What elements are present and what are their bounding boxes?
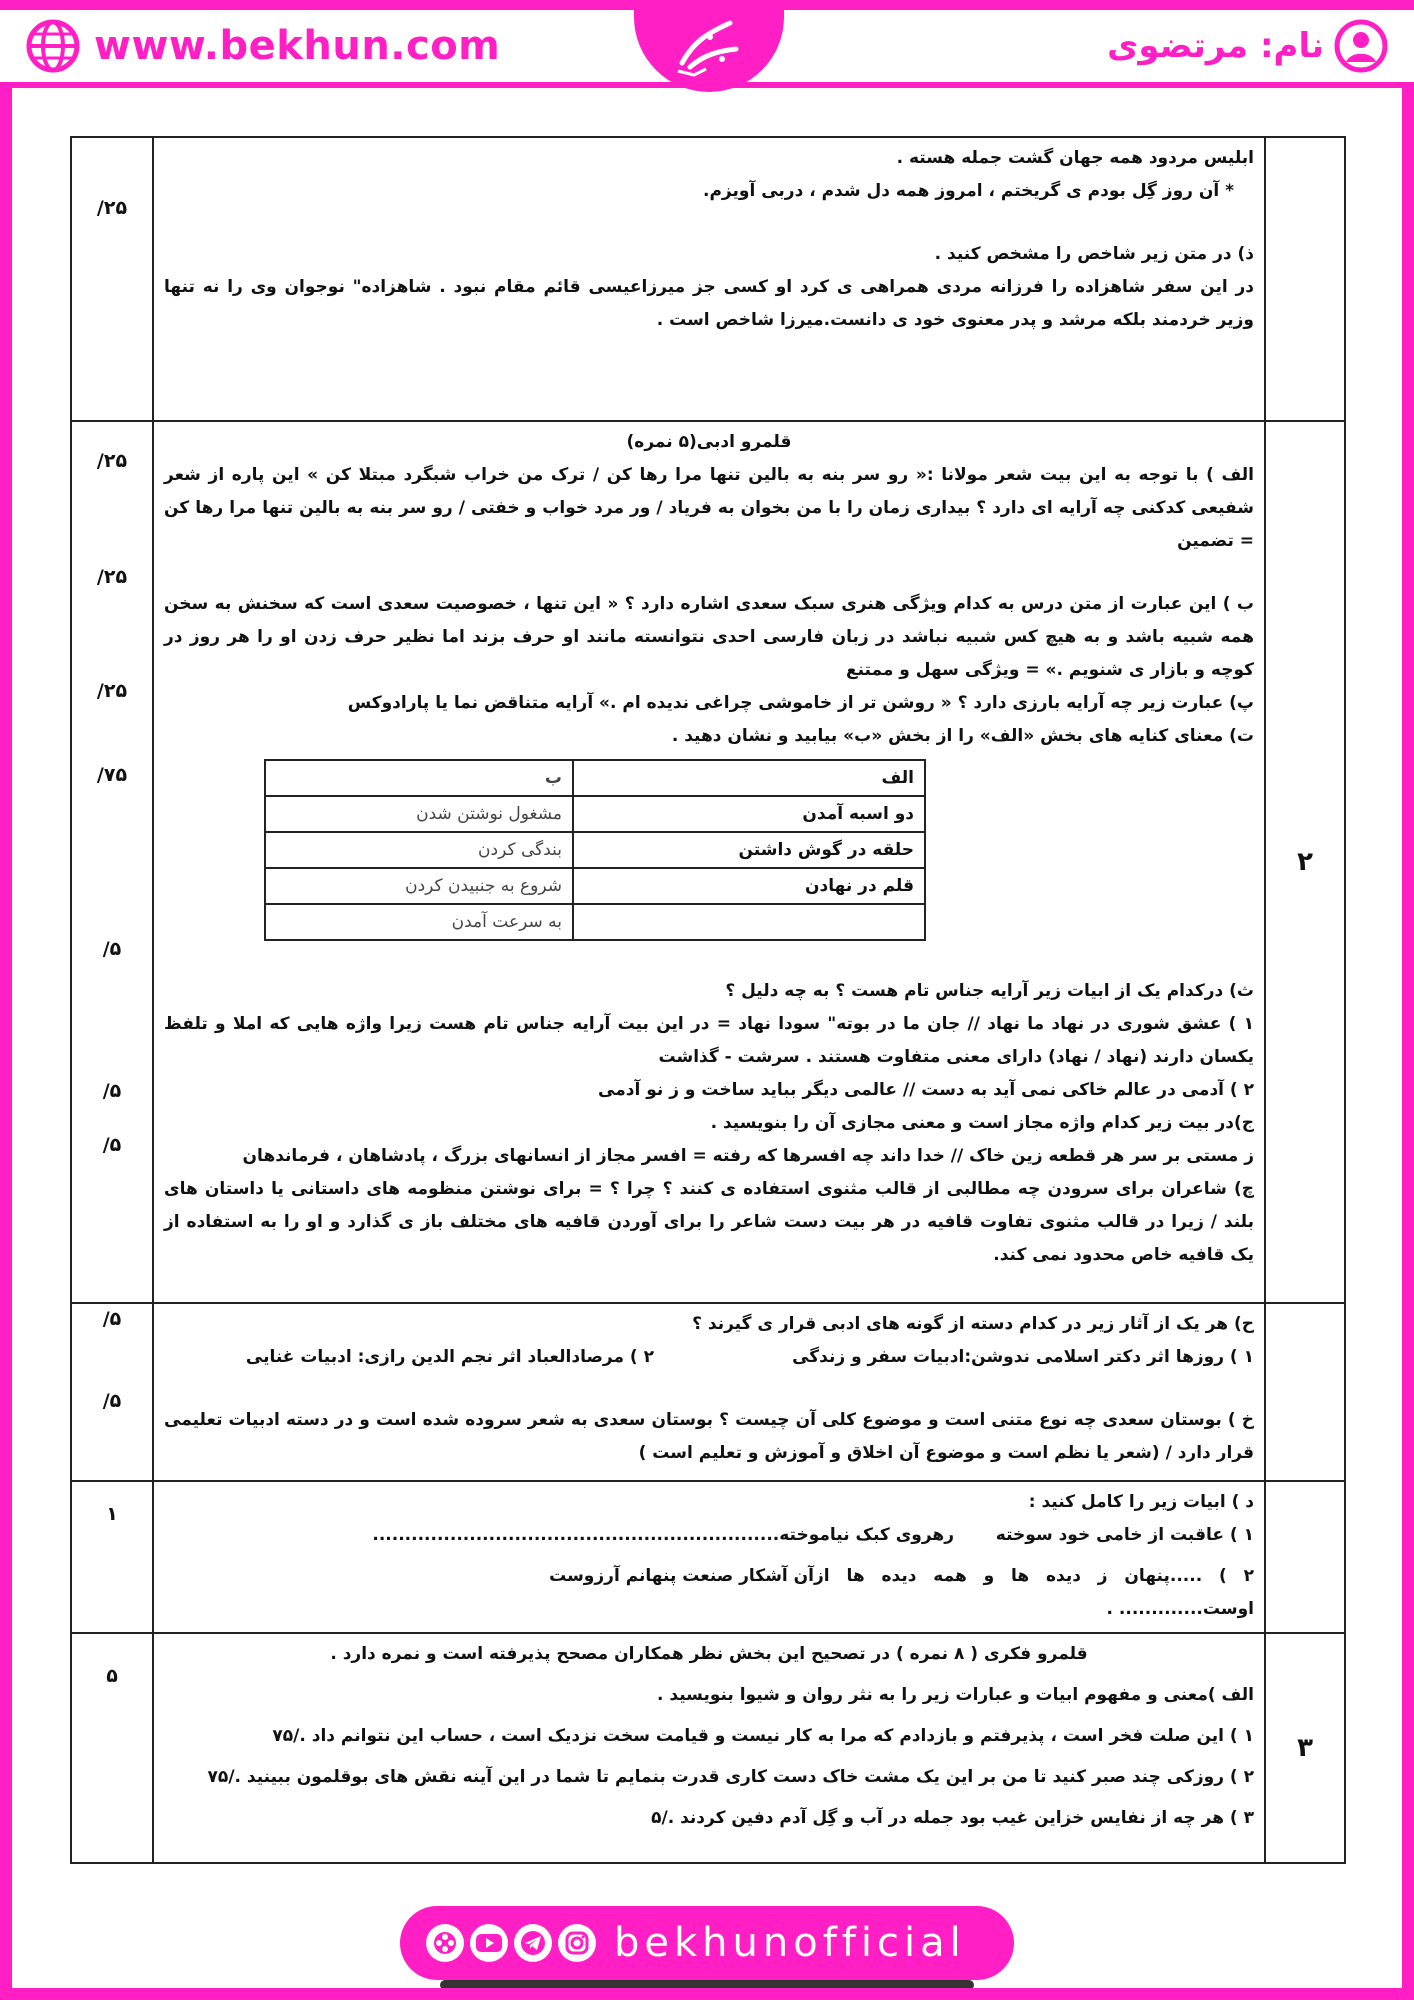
question-khe: خ ) بوستان سعدی چه نوع متنی است و موضوع کلی آن چیست ؟ بوستان سعدی به شعر سروده شده است و در دسته ادبیات تعلیمی قرار دارد / (شعر یا نظم است و موضوع آن اخلاق و آموزش و تعلیم است ) bbox=[164, 1410, 1254, 1463]
instagram-icon[interactable] bbox=[558, 1924, 596, 1962]
score-cell bbox=[71, 421, 153, 1303]
question-se: ث) درکدام یک از ابیات زیر آرایه جناس تام هست ؟ به چه دلیل ؟ bbox=[725, 981, 1254, 1001]
score-cell bbox=[71, 1633, 153, 1863]
question-body-cell bbox=[153, 1633, 1265, 1863]
question-item: ۳ ) هر چه از نفایس خزاین غیب بود جمله در آب و گِل آدم دفین کردند ./۵ bbox=[651, 1808, 1254, 1828]
score-value: /۲۵ bbox=[96, 197, 128, 219]
answer-item: ۱ ) روزها اثر دکتر اسلامی ندوشن:ادبیات سفر و زندگی bbox=[792, 1347, 1254, 1367]
question-body-cell bbox=[153, 1481, 1265, 1633]
website-text: www.bekhun.com bbox=[94, 23, 501, 69]
question-se-item: ۱ ) عشق شوری در نهاد ما نهاد // جان ما در بوته" سودا نهاد = در این بیت آرایه جناس تام هست زیرا واژه هایی که املا و تلفظ یکسان دارند (نهاد / نهاد) دارای معنی متفاوت هستند . سرشت - گذاشت bbox=[164, 1014, 1254, 1067]
matching-meaning: مشغول نوشتن شدن bbox=[265, 796, 573, 832]
matching-header-be: ب bbox=[265, 760, 573, 796]
question-number-cell bbox=[1265, 1303, 1345, 1481]
social-handle: bekhunofficial bbox=[614, 1920, 966, 1966]
verse-first-half: ۱ ) عاقبت از خامی خود سوخته bbox=[995, 1525, 1254, 1545]
score-value: ۵ bbox=[106, 1665, 118, 1687]
score-value: /۲۵ bbox=[96, 566, 128, 588]
bekhun-logo bbox=[634, 0, 784, 92]
question-che: چ) شاعران برای سرودن چه مطالبی از قالب مثنوی استفاده ی کنند ؟ چرا ؟ = برای نوشتن منظومه های داستانی یا داستان های بلند / زیرا در قالب مثنوی تفاوت قافیه در هر بیت دست شاعر را برای آوردن قافیه های مختلف باز ی گذارد و او را به استفاده از یک قافیه خاص محدود نمی کند. bbox=[164, 1179, 1254, 1265]
question-item: ۲ ) روزکی چند صبر کنید تا من بر این یک مشت خاک دست کاری قدرت بنمایم تا شما در این آینه نقش های بوقلمون ببینید ./۷۵ bbox=[207, 1767, 1254, 1787]
user-icon bbox=[1334, 19, 1388, 73]
question-he: ح) هر یک از آثار زیر در کدام دسته از گونه های ادبی قرار ی گیرند ؟ bbox=[692, 1314, 1254, 1334]
score-cell bbox=[71, 1481, 153, 1633]
table-row bbox=[71, 421, 1345, 1303]
question-item: ۱ ) این صلت فخر است ، پذیرفتم و بازدادم که مرا به کار نیست و قیامت سخت نزدیک است ، حساب این نتوانم داد ./۷۵ bbox=[272, 1726, 1254, 1746]
answer-item: ۲ ) مرصادالعباد اثر نجم الدین رازی: ادبیات غنایی bbox=[245, 1347, 654, 1367]
website-link[interactable] bbox=[26, 18, 500, 74]
question-body-cell bbox=[153, 1303, 1265, 1481]
text-line: ابلیس مردود همه جهان گشت جمله هسته . bbox=[896, 148, 1254, 168]
question-be: ب ) این عبارت از متن درس به کدام ویژگی هنری سبک سعدی اشاره دارد ؟ « این تنها ، خصوصیت سعدی است که سخنش به سخن همه شبیه باشد و به هیچ کس شبیه نباشد در زبان فارسی احدی نتوانسته مانند او حرف بزند اما نظیر حرف زدن او را هر روز در کوچه و بازار ی شنویم .» = ویژگی سهل و ممتنع bbox=[164, 594, 1254, 680]
section-title: قلمرو فکری ( ۸ نمره ) در تصحیح این بخش نظر همکاران مصحح پذیرفته است و نمره دارد . bbox=[330, 1644, 1088, 1664]
question-alef: الف ) با توجه به این بیت شعر مولانا :« رو سر بنه به بالین تنها مرا رها کن / ترک من خراب شبگرد مبتلا کن » این پاره از شعر شفیعی کدکنی چه آرایه ای دارد ؟ بیداری زمان را با من بخوان به فریاد / ور مرد خواب و خفتی / رو سر بنه به بالین تنها مرا رها کن = تضمین bbox=[164, 465, 1254, 551]
question-number: ۲ bbox=[1297, 847, 1313, 877]
logo-mark-icon bbox=[664, 11, 754, 81]
matching-term: قلم در نهادن bbox=[573, 868, 925, 904]
question-body-cell bbox=[153, 137, 1265, 421]
question-number-cell bbox=[1265, 1481, 1345, 1633]
social-icons bbox=[426, 1924, 596, 1962]
question-pe: پ) عبارت زیر چه آرایه بارزی دارد ؟ « روشن تر از خاموشی چراغی ندیده ام .» آرایه متناقض نما یا پارادوکس bbox=[347, 693, 1254, 713]
youtube-icon[interactable] bbox=[470, 1924, 508, 1962]
telegram-icon[interactable] bbox=[514, 1924, 552, 1962]
question-jim: ج)در بیت زیر کدام واژه مجاز است و معنی مجازی آن را بنویسید . bbox=[710, 1113, 1254, 1133]
student-name bbox=[1107, 18, 1388, 74]
verse-row bbox=[164, 1519, 1254, 1552]
name-label: نام: مرتضوی bbox=[1107, 26, 1324, 66]
table-row bbox=[71, 1481, 1345, 1633]
question-number: ۳ bbox=[1297, 1733, 1313, 1763]
score-value: /۵ bbox=[102, 1390, 122, 1412]
question-alef: الف )معنی و مفهوم ابیات و عبارات زیر را به نثر روان و شیوا بنویسید . bbox=[657, 1685, 1254, 1705]
verse-second-half: آن آشکار صنعت پنهانم آرزوست bbox=[549, 1566, 814, 1586]
header-bar bbox=[0, 0, 1414, 88]
verse-row bbox=[164, 1560, 1254, 1626]
table-row bbox=[71, 137, 1345, 421]
matching-meaning: شروع به جنبیدن کردن bbox=[265, 868, 573, 904]
answer-row bbox=[164, 1341, 1254, 1374]
question-jim-item: ز مستی بر سر هر قطعه زین خاک // خدا داند چه افسرها که رفته = افسر مجاز از انسانهای بزرگ ، پادشاهان ، فرماندهان bbox=[242, 1146, 1254, 1166]
globe-icon bbox=[26, 19, 80, 73]
table-row bbox=[71, 1633, 1345, 1863]
question-dal: د ) ابیات زیر را کامل کنید : bbox=[1028, 1492, 1254, 1512]
matching-term: حلقه در گوش داشتن bbox=[573, 832, 925, 868]
section-title: قلمرو ادبی(۵ نمره) bbox=[626, 432, 792, 452]
social-footer[interactable] bbox=[400, 1906, 1014, 1980]
matching-header-alef: الف bbox=[573, 760, 925, 796]
score-cell bbox=[71, 1303, 153, 1481]
matching-row bbox=[265, 796, 925, 832]
verse-first-half: ۲ ) .....پنهان ز دیده ها و همه دیده ها از اوست............. . bbox=[814, 1566, 1254, 1619]
question-heading: ذ) در متن زیر شاخص را مشخص کنید . bbox=[934, 244, 1254, 264]
matching-meaning: بندگی کردن bbox=[265, 832, 573, 868]
matching-row bbox=[265, 904, 925, 940]
exam-table bbox=[70, 136, 1346, 1864]
matching-term: دو اسبه آمدن bbox=[573, 796, 925, 832]
question-text: در این سفر شاهزاده را فرزانه مردی همراهی ی کرد او کسی جز میرزاعیسی قائم مقام نبود . شاهزاده" نوجوان وی را نه تنها وزیر خردمند بلکه مرشد و پدر معنوی خود ی دانست.میرزا شاخص است . bbox=[164, 277, 1254, 330]
question-se-item: ۲ ) آدمی در عالم خاکی نمی آید به دست // عالمی دیگر بباید ساخت و ز نو آدمی bbox=[598, 1080, 1254, 1100]
score-value: ۱ bbox=[106, 1503, 118, 1525]
score-value: /۲۵ bbox=[96, 680, 128, 702]
matching-table bbox=[264, 759, 926, 941]
text-line: * آن روز گِل بودم ی گریختم ، امروز همه دل شدم ، دربی آویزم. bbox=[703, 181, 1234, 201]
matching-meaning: به سرعت آمدن bbox=[265, 904, 573, 940]
score-value: /۲۵ bbox=[96, 450, 128, 472]
question-number-cell bbox=[1265, 421, 1345, 1303]
score-value: /۵ bbox=[102, 1308, 122, 1330]
question-number-cell bbox=[1265, 1633, 1345, 1863]
exam-sheet bbox=[70, 136, 1346, 1844]
footer-accent-bar bbox=[0, 1988, 1414, 2000]
score-value: /۵ bbox=[102, 938, 122, 960]
question-body-cell bbox=[153, 421, 1265, 1303]
aparat-icon[interactable] bbox=[426, 1924, 464, 1962]
matching-row bbox=[265, 832, 925, 868]
question-te: ت) معنای کنایه های بخش «الف» را از بخش «ب» بیابید و نشان دهید . bbox=[671, 726, 1254, 746]
matching-row bbox=[265, 868, 925, 904]
score-value: /۷۵ bbox=[96, 764, 128, 786]
verse-second-half: رهروی کبک نیاموخته............................................................... bbox=[372, 1525, 954, 1545]
score-cell bbox=[71, 137, 153, 421]
score-value: /۵ bbox=[102, 1080, 122, 1102]
matching-term bbox=[573, 904, 925, 940]
matching-header-row bbox=[265, 760, 925, 796]
score-value: /۵ bbox=[102, 1134, 122, 1156]
question-number-cell bbox=[1265, 137, 1345, 421]
table-row bbox=[71, 1303, 1345, 1481]
